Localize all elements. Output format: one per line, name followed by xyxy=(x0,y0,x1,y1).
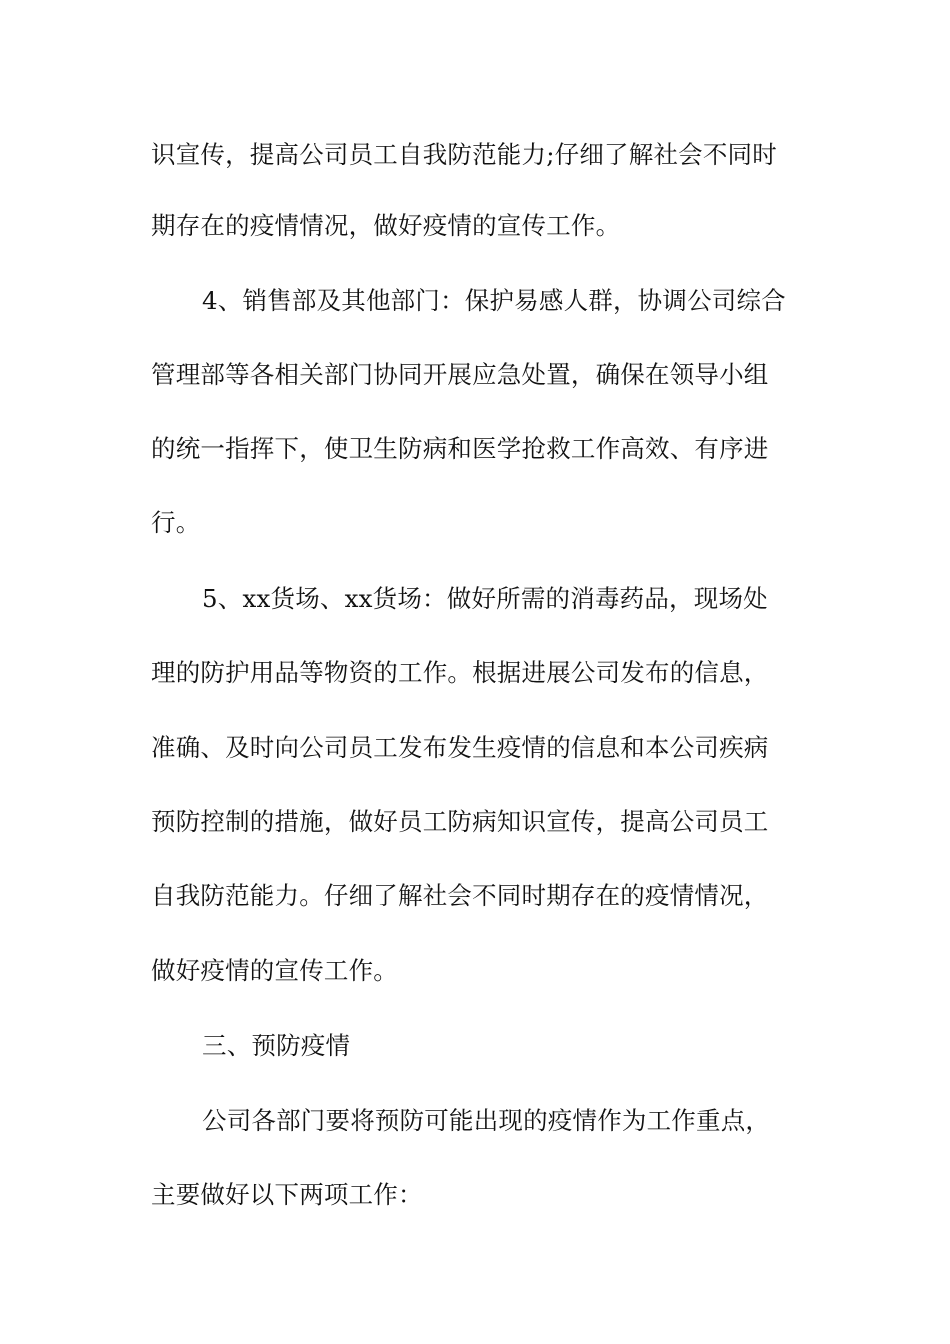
paragraph-line: 准确、及时向公司员工发布发生疫情的信息和本公司疾病 xyxy=(151,733,769,762)
paragraph-line: 行。 xyxy=(151,508,201,537)
paragraph-line: 公司各部门要将预防可能出现的疫情作为工作重点， xyxy=(202,1106,771,1135)
paragraph-line: 识宣传，提高公司员工自我防范能力;仔细了解社会不同时 xyxy=(151,140,777,169)
paragraph-line: 4、销售部及其他部门：保护易感人群，协调公司综合 xyxy=(202,286,786,315)
paragraph-line: 期存在的疫情情况，做好疫情的宣传工作。 xyxy=(151,211,621,240)
paragraph-line: 的统一指挥下，使卫生防病和医学抢救工作高效、有序进 xyxy=(151,434,769,463)
paragraph-line: 预防控制的措施，做好员工防病知识宣传，提高公司员工 xyxy=(151,807,769,836)
paragraph-line: 5、xx货场、xx货场：做好所需的消毒药品，现场处 xyxy=(202,584,768,613)
paragraph-line: 管理部等各相关部门协同开展应急处置，确保在领导小组 xyxy=(151,360,769,389)
paragraph-line: 理的防护用品等物资的工作。根据进展公司发布的信息， xyxy=(151,658,769,687)
paragraph-line: 主要做好以下两项工作： xyxy=(151,1180,423,1209)
paragraph-line: 自我防范能力。仔细了解社会不同时期存在的疫情情况， xyxy=(151,881,769,910)
section-heading: 三、预防疫情 xyxy=(202,1031,351,1060)
paragraph-line: 做好疫情的宣传工作。 xyxy=(151,956,398,985)
